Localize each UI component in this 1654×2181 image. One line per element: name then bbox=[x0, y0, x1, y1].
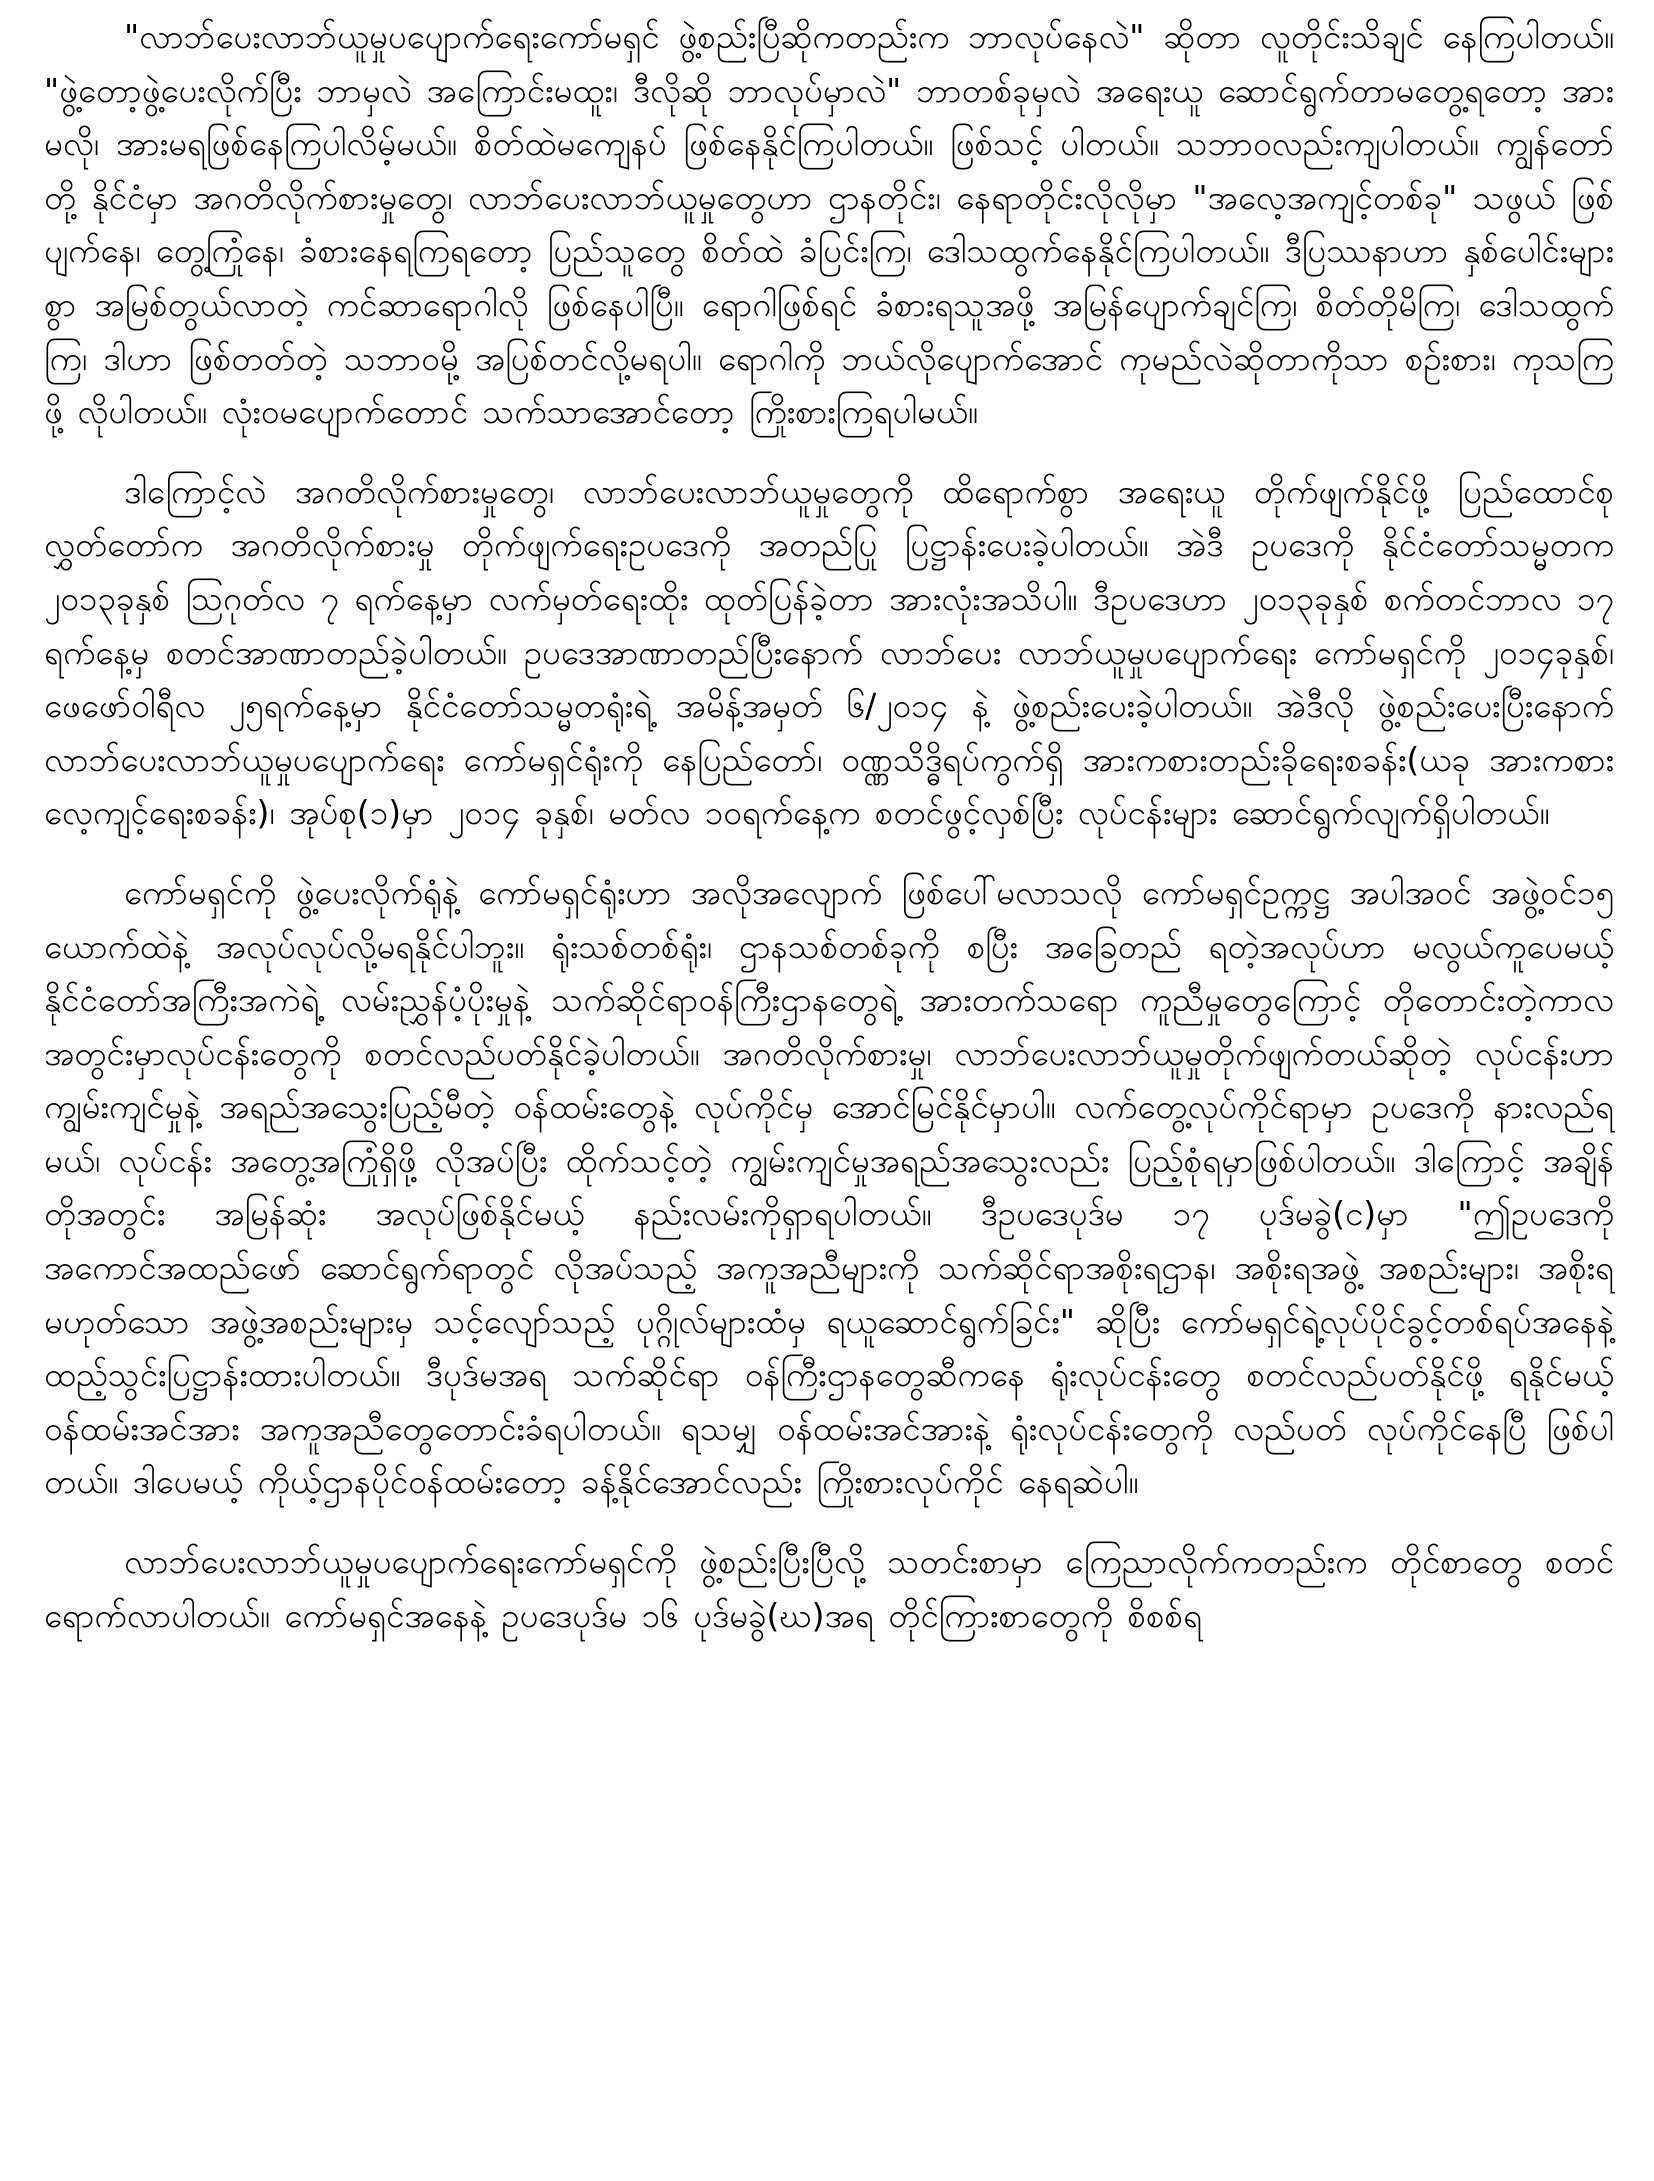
paragraph-3: ကော်မရှင်ကို ဖွဲ့ပေးလိုက်ရုံနဲ့ ကော်မရှင်ရုံးဟာ အလိုအလျောက် ဖြစ်ပေါ်မလာသလို ကော်မရှင်ဥက္ကဋ္ဌ အပါအဝင် အဖွဲ့ဝင်၁၅ ယောက်ထဲနဲ့ အလုပ်လုပ်လို့မရနိုင်ပါဘူး။ ရုံးသစ်တစ်ရုံး၊ ဌာနသစ်တစ်ခုကို စပြီး အခြေတည် ရတဲ့အလုပ်ဟာ မလွယ်ကူပေမယ့် နိုင်ငံတော်အကြီးအကဲရဲ့ လမ်းညွှန်ပံ့ပိုးမှုနဲ့ သက်ဆိုင်ရာဝန်ကြီးဌာနတွေရဲ့ အားတက်သရော ကူညီမှုတွေကြောင့် တိုတောင်းတဲ့ကာလ အတွင်းမှာလုပ်ငန်းတွေကို စတင်လည်ပတ်နိုင်ခဲ့ပါတယ်။ အဂတိလိုက်စားမှု၊ လာဘ်ပေးလာဘ်ယူမှုတိုက်ဖျက်တယ်ဆိုတဲ့ လုပ်ငန်းဟာ ကျွမ်းကျင်မှုနဲ့ အရည်အသွေးပြည့်မီတဲ့ ဝန်ထမ်းတွေနဲ့ လုပ်ကိုင်မှ အောင်မြင်နိုင်မှာပါ။ လက်တွေ့လုပ်ကိုင်ရာမှာ ဥပဒေကို နားလည်ရမယ်၊ လုပ်ငန်း အတွေ့အကြုံရှိဖို့ လိုအပ်ပြီး ထိုက်သင့်တဲ့ ကျွမ်းကျင်မှုအရည်အသွေးလည်း ပြည့်စုံရမှာဖြစ်ပါတယ်။ ဒါကြောင့် အချိန်တိုအတွင်း အမြန်ဆုံး အလုပ်ဖြစ်နိုင်မယ့် နည်းလမ်းကိုရှာရပါတယ်။ ဒီဥပဒေပုဒ်မ ၁၇ ပုဒ်မခွဲ(င)မှာ "ဤဥပဒေကို အကောင်အထည်ဖော် ဆောင်ရွက်ရာတွင် လိုအပ်သည့် အကူအညီများကို သက်ဆိုင်ရာအစိုးရဌာန၊ အစိုးရအဖွဲ့ အစည်းများ၊ အစိုးရမဟုတ်သော အဖွဲ့အစည်းများမှ သင့်လျော်သည့် ပုဂ္ဂိုလ်များထံမှ ရယူဆောင်ရွက်ခြင်း" ဆိုပြီး ကော်မရှင်ရဲ့လုပ်ပိုင်ခွင့်တစ်ရပ်အနေနဲ့ ထည့်သွင်းပြဋ္ဌာန်းထားပါတယ်။ ဒီပုဒ်မအရ သက်ဆိုင်ရာ ဝန်ကြီးဌာနတွေဆီကနေ ရုံးလုပ်ငန်းတွေ စတင်လည်ပတ်နိုင်ဖို့ ရနိုင်မယ့် ဝန်ထမ်းအင်အား အကူအညီတွေတောင်းခံရပါတယ်။ ရသမျှ ဝန်ထမ်းအင်အားနဲ့ ရုံးလုပ်ငန်းတွေကို လည်ပတ် လုပ်ကိုင်နေပြီ ဖြစ်ပါတယ်။ ဒါပေမယ့် ကိုယ့်ဌာနပိုင်ဝန်ထမ်းတော့ ခန့်နိုင်အောင်လည်း ကြိုးစားလုပ်ကိုင် နေရဆဲပါ။ bbox=[44, 872, 1614, 1502]
paragraph-2: ဒါကြောင့်လဲ အဂတိလိုက်စားမှုတွေ၊ လာဘ်ပေးလာဘ်ယူမှုတွေကို ထိရောက်စွာ အရေးယူ တိုက်ဖျက်နိုင်ဖို့ ပြည်ထောင်စုလွှတ်တော်က အဂတိလိုက်စားမှု တိုက်ဖျက်ရေးဥပဒေကို အတည်ပြု ပြဋ္ဌာန်းပေးခဲ့ပါတယ်။ အဲဒီ ဥပဒေကို နိုင်ငံတော်သမ္မတက ၂၀၁၃ခုနှစ် ဩဂုတ်လ ၇ ရက်နေ့မှာ လက်မှတ်ရေးထိုး ထုတ်ပြန်ခဲ့တာ အားလုံးအသိပါ။ ဒီဥပဒေဟာ ၂၀၁၃ခုနှစ် စက်တင်ဘာလ ၁၇ ရက်နေ့မှ စတင်အာဏာတည်ခဲ့ပါတယ်။ ဥပဒေအာဏာတည်ပြီးနောက် လာဘ်ပေး လာဘ်ယူမှုပပျောက်ရေး ကော်မရှင်ကို ၂၀၁၄ခုနှစ်၊ ဖေဖော်ဝါရီလ ၂၅ရက်နေ့မှာ နိုင်ငံတော်သမ္မတရုံးရဲ့ အမိန့်အမှတ် ၆/၂၀၁၄ နဲ့ ဖွဲ့စည်းပေးခဲ့ပါတယ်။ အဲဒီလို ဖွဲ့စည်းပေးပြီးနောက် လာဘ်ပေးလာဘ်ယူမှုပပျောက်ရေး ကော်မရှင်ရုံးကို နေပြည်တော်၊ ဝဏ္ဏသိဒ္ဓိရပ်ကွက်ရှိ အားကစားတည်းခိုရေးစခန်း(ယခု အားကစား လေ့ကျင့်ရေးစခန်း)၊ အုပ်စု(၁)မှာ ၂၀၁၄ ခုနှစ်၊ မတ်လ ၁၀ရက်နေ့က စတင်ဖွင့်လှစ်ပြီး လုပ်ငန်းများ ဆောင်ရွက်လျက်ရှိပါတယ်။ bbox=[44, 471, 1614, 833]
paragraph-1: "လာဘ်ပေးလာဘ်ယူမှုပပျောက်ရေးကော်မရှင် ဖွဲ့စည်းပြီဆိုကတည်းက ဘာလုပ်နေလဲ" ဆိုတာ လူတိုင်းသိချင် နေကြပါတယ်။ "ဖွဲ့တော့ဖွဲ့ပေးလိုက်ပြီး ဘာမှလဲ အကြောင်းမထူး၊ ဒီလိုဆို ဘာလုပ်မှာလဲ" ဘာတစ်ခုမှလဲ အရေးယူ ဆောင်ရွက်တာမတွေ့ရတော့ အားမလို၊ အားမရဖြစ်နေကြပါလိမ့်မယ်။ စိတ်ထဲမကျေနပ် ဖြစ်နေနိုင်ကြပါတယ်။ ဖြစ်သင့် ပါတယ်။ သဘာဝလည်းကျပါတယ်။ ကျွန်တော်တို့ နိုင်ငံမှာ အဂတိလိုက်စားမှုတွေ၊ လာဘ်ပေးလာဘ်ယူမှုတွေဟာ ဌာနတိုင်း၊ နေရာတိုင်းလိုလိုမှာ "အလေ့အကျင့်တစ်ခု" သဖွယ် ဖြစ်ပျက်နေ၊ တွေ့ကြုံနေ၊ ခံစားနေရကြရတော့ ပြည်သူတွေ စိတ်ထဲ ခံပြင်းကြ၊ ဒေါသထွက်နေနိုင်ကြပါတယ်။ ဒီပြဿနာဟာ နှစ်ပေါင်းများစွာ အမြစ်တွယ်လာတဲ့ ကင်ဆာရောဂါလို ဖြစ်နေပါပြီ။ ရောဂါဖြစ်ရင် ခံစားရသူအဖို့ အမြန်ပျောက်ချင်ကြ၊ စိတ်တိုမိကြ၊ ဒေါသထွက်ကြ၊ ဒါဟာ ဖြစ်တတ်တဲ့ သဘာဝမို့ အပြစ်တင်လို့မရပါ။ ရောဂါကို ဘယ်လိုပျောက်အောင် ကုမည်လဲဆိုတာကိုသာ စဉ်းစား၊ ကုသကြဖို့ လိုပါတယ်။ လုံးဝမပျောက်တောင် သက်သာအောင်တော့ ကြိုးစားကြရပါမယ်။ bbox=[44, 17, 1614, 432]
paragraph-4: လာဘ်ပေးလာဘ်ယူမှုပပျောက်ရေးကော်မရှင်ကို ဖွဲ့စည်းပြီးပြီလို့ သတင်းစာမှာ ကြေညာလိုက်ကတည်းက တိုင်စာတွေ စတင်ရောက်လာပါတယ်။ ကော်မရှင်အနေနဲ့ ဥပဒေပုဒ်မ ၁၆ ပုဒ်မခွဲ(ဃ)အရ တိုင်ကြားစာတွေကို စိစစ်ရ bbox=[44, 1542, 1614, 1635]
